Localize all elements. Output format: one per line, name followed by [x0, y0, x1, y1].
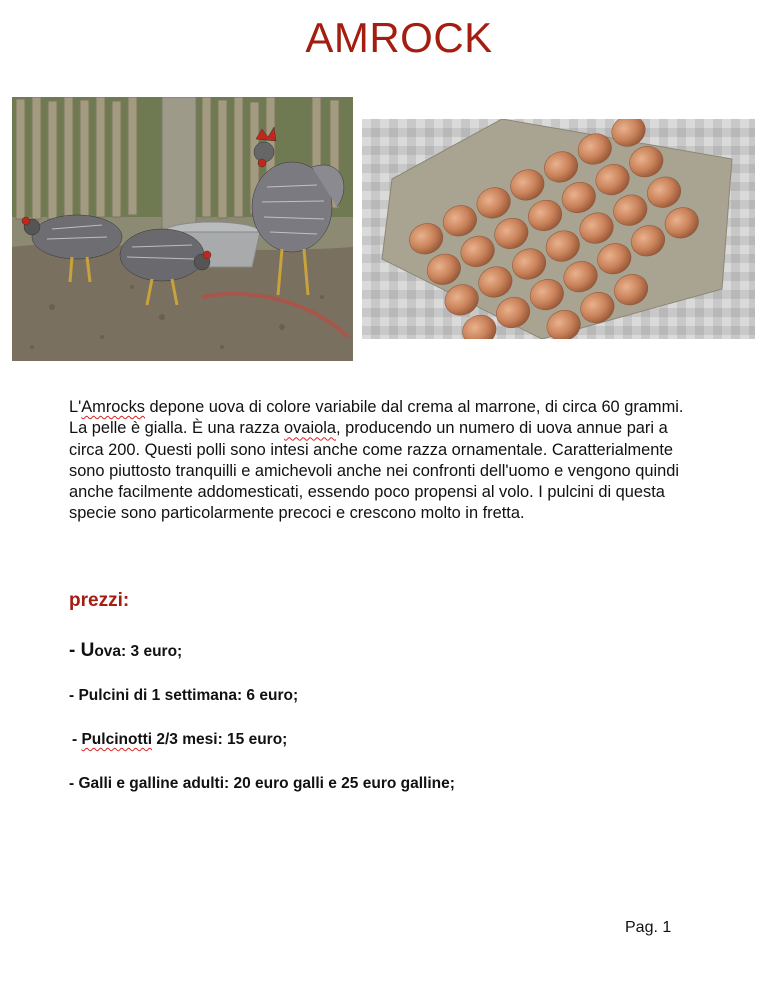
eggs-photo: [362, 119, 755, 339]
price-item-adults: - Galli e galline adulti: 20 euro galli e 25 euro galline;: [69, 775, 455, 792]
eggs-photo-illustration: [362, 119, 755, 339]
breed-description: L'Amrocks depone uova di colore variabile dal crema al marrone, di circa 60 grammi. La pelle è gialla. È una razza ovaiola, producendo un numero di uova annue pari a circa 200. Questi polli sono intesi anche come razza ornamentale. Caratterialmente sono piuttosto tranquilli e amichevoli anche nei confronti dell'uomo e vengono quindi anche facilmente addomesticati, essendo poco propensi al volo. I pulcini di questa specie sono particolarmente precoci e crescono molto in fretta.: [69, 398, 684, 523]
price-item-chicks-2-3-months: - Pulcinotti 2/3 mesi: 15 euro;: [72, 731, 288, 748]
page-title: AMROCK: [305, 14, 493, 61]
page-number: Pag. 1: [625, 919, 672, 936]
chickens-photo-illustration: [12, 97, 353, 361]
prices-heading: prezzi:: [69, 590, 130, 611]
chickens-photo: [12, 97, 353, 361]
spellcheck-word: Amrocks: [81, 398, 145, 416]
price-item-chicks-1-week: - Pulcini di 1 settimana: 6 euro;: [69, 687, 299, 704]
spellcheck-word: ovaiola: [284, 419, 336, 438]
price-item-eggs: - Uova: 3 euro;: [69, 640, 183, 661]
